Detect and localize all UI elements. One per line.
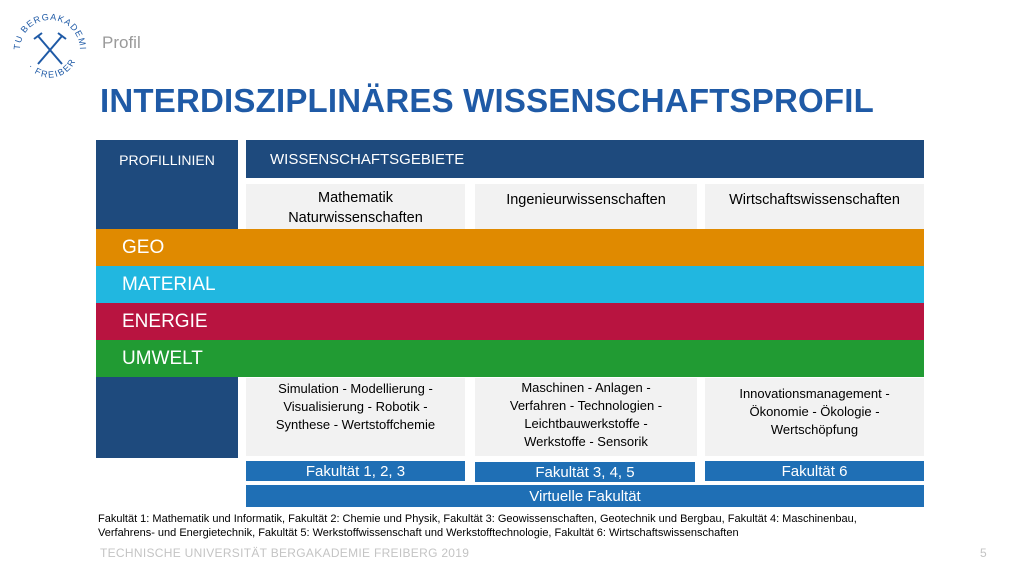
science-areas-header: WISSENSCHAFTSGEBIETE [246, 140, 924, 178]
profile-line-material [96, 266, 924, 303]
area-label-line: Ingenieurwissenschaften [506, 192, 666, 208]
area-label-line: Naturwissenschaften [288, 210, 423, 226]
profile-line-label: MATERIAL [122, 273, 216, 295]
footer-text: TECHNISCHE UNIVERSITÄT BERGAKADEMIE FREIBERG 2019 [100, 546, 470, 560]
footnote-line: Fakultät 1: Mathematik und Informatik, Fakultät 2: Chemie und Physik, Fakultät 3: Geowissenschaften, Geotechnik und Bergbau, Fakultät 4: Maschinenbau, [98, 513, 857, 525]
detail-line: Innovationsmanagement - [739, 386, 890, 401]
university-logo [10, 8, 90, 88]
page-number: 5 [980, 546, 987, 560]
area-economics [705, 184, 924, 230]
detail-line: Ökonomie - Ökologie - [749, 404, 880, 419]
page-title: INTERDISZIPLINÄRES WISSENSCHAFTSPROFIL [100, 82, 874, 119]
profile-line-energie [96, 303, 924, 340]
detail-engineering [475, 378, 697, 456]
detail-math-science [246, 378, 465, 456]
detail-line: Synthese - Wertstoffchemie [275, 417, 436, 432]
profile-lines-header: PROFILLINIEN [119, 152, 215, 168]
section-label: Profil [102, 33, 141, 52]
detail-line: Visualisierung - Robotik - [283, 399, 428, 414]
area-engineering [475, 184, 697, 230]
svg-text:· FREIBERG ·: · FREIBER [26, 56, 78, 80]
university-seal-icon [10, 8, 90, 88]
detail-line: Maschinen - Anlagen - [521, 380, 651, 395]
profile-line-label: ENERGIE [122, 310, 208, 332]
profile-line-umwelt [96, 340, 924, 377]
area-label-line: Mathematik [318, 190, 393, 206]
faculty-bar-2: Fakultät 3, 4, 5 [475, 462, 695, 482]
detail-line: Wertschöpfung [770, 422, 859, 437]
faculty-bar-3: Fakultät 6 [705, 461, 924, 481]
detail-line: Leichtbauwerkstoffe - [524, 416, 648, 431]
profile-line-label: GEO [122, 236, 165, 258]
detail-economics [705, 378, 924, 456]
area-math-science [246, 184, 465, 230]
footnote-line: Verfahrens- und Energietechnik, Fakultät 5: Werkstoffwissenschaft und Werkstofftechnologie, Fakultät 6: Wirtschaftswissenschaften [98, 527, 739, 539]
virtual-faculty-bar: Virtuelle Fakultät [246, 485, 924, 507]
profile-line-label: UMWELT [122, 347, 203, 369]
footnote [98, 512, 918, 540]
faculty-bar-1: Fakultät 1, 2, 3 [246, 461, 465, 481]
detail-line: Simulation - Modellierung - [278, 381, 433, 396]
area-label-line: Wirtschaftswissenschaften [729, 192, 900, 208]
detail-line: Werkstoffe - Sensorik [524, 434, 648, 449]
svg-text:TU BERGAKADEMIE: TU BERGAKADEMI [11, 11, 89, 51]
detail-line: Verfahren - Technologien - [509, 398, 663, 413]
profile-line-geo [96, 229, 924, 266]
